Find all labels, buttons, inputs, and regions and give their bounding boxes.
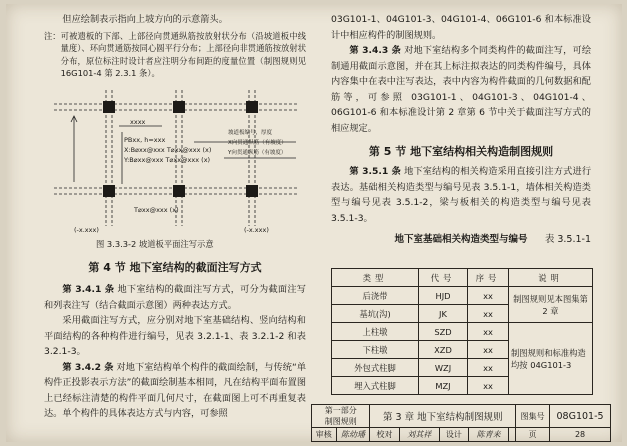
art-342-num: 第 3.4.2 条	[62, 361, 114, 373]
annotation-2: X向贯通纵筋（有坡度）	[228, 140, 287, 146]
review-name: 陈幼璠	[336, 428, 370, 442]
bar-label: T⌀xx@xxx (x)	[134, 206, 179, 214]
elev-right: (-x.xxx)	[244, 226, 269, 234]
note-label: 注：	[44, 30, 61, 41]
th-seq: 序号	[468, 269, 509, 287]
th-code: 代号	[419, 269, 468, 287]
art-343-num: 第 3.4.3 条	[349, 45, 401, 56]
table-row: 上柱墩 SZD xx 制图规则和标准构造均按 04G101-3	[332, 323, 593, 341]
th-type: 类型	[332, 269, 419, 287]
review-label: 审核	[312, 428, 337, 442]
y-rebar: Y:B⌀xx@xxx T⌀xx@xxx (x)	[124, 156, 211, 164]
part-cell: 第一部分 制图规则	[312, 405, 370, 428]
chapter-title: 第 3 章 地下室结构制图规则	[370, 405, 516, 428]
art-351-num: 第 3.5.1 条	[349, 166, 401, 177]
atlas-number: 08G101-5	[550, 405, 611, 428]
table-title: 地下室基础相关构造类型与编号 表 3.5.1-1	[331, 232, 591, 248]
page-number: 28	[550, 428, 611, 442]
annotation-3: Y向贯通纵筋（有坡度）	[228, 150, 287, 156]
elev-left: (-x.xxx)	[74, 226, 99, 234]
art-341-num: 第 3.4.1 条	[62, 284, 115, 295]
th-desc: 说明	[509, 269, 593, 287]
table-note-2: 制图规则和标准构造均按 04G101-3	[509, 323, 593, 395]
table-row: 下柱墩 XZD xx	[332, 341, 593, 359]
title-block	[311, 404, 611, 442]
page	[6, 4, 622, 442]
table-row: 埋入式柱脚 MZJ xx	[332, 377, 593, 395]
table-row: 外包式柱脚 WZJ xx	[332, 359, 593, 377]
art-341-text: 地下室结构的截面注写方式，可分为截面注写和列表注写（结合截面示意图）两种表达方式。	[44, 284, 306, 311]
ramp-slab-figure	[44, 86, 306, 256]
table-number: 表 3.5.1-1	[544, 234, 591, 245]
check-label: 校对	[370, 428, 399, 442]
section-4-title: 第 4 节 地下室结构的截面注写方式	[88, 261, 262, 274]
left-column-lower	[44, 258, 306, 422]
page-label: 页	[516, 428, 550, 442]
section-5-title: 第 5 节 地下室结构相关构造制图规则	[368, 145, 554, 158]
intro-line: 但应绘制表示指向上坡方向的示意箭头。	[62, 14, 228, 25]
table-note-1: 制图规则见本图集第 2 章	[509, 287, 593, 323]
check-name: 刘其祥	[399, 428, 439, 442]
art-343-text: 对地下室结构多个同类构件的截面注写，可绘制通用截面示意图，并在其上标注拟表达的同类构件编号，具体内容集中在表中注写表达，表中内容为构件截面的几何数据和配筋等，可参照 03G101-1、04G101-3、04G101-4、06G101-6 和本标准设计第 2 章第 6 节中关于截面注写方式的相应规定。	[331, 45, 592, 134]
construction-table	[331, 268, 593, 395]
annotation-1: 坡道板编号，厚度	[228, 130, 273, 136]
design-name: 陈青来	[468, 428, 508, 442]
atlas-label: 图集号	[516, 405, 550, 428]
left-column	[44, 4, 306, 80]
continuation: 03G101-1、04G101-3、04G101-4、06G101-6 和本标准设计中相应构件的制图规则。	[331, 14, 591, 41]
design-label: 设计	[439, 428, 468, 442]
figure-caption: 图 3.3.3-2 坡道板平面注写示意	[96, 239, 214, 249]
slab-label: PBxx, h=xxx	[124, 136, 166, 144]
table-row: 后浇带 HJD xx 制图规则见本图集第 2 章	[332, 287, 593, 305]
dim-xxxx: xxxx	[130, 118, 146, 126]
right-column	[331, 4, 591, 248]
note-text: 可被遗板的下部、上部径向贯通纵筋按放射状分布（沿坡道板中线量度）、环向贯通筋按同心圆平行分布；上部径向非贯通筋按放射状分布，原位标注时设计者应注明分布间距的度量位置（制图规则见 16G101-4 第 2.3.1 条）。	[60, 30, 306, 78]
art-341b-text: 采用截面注写方式，应分别对地下室基础结构、竖向结构和平面结构的各种构件进行编号，见表 3.2.1-1、表 3.2.1-2 和表 3.2.1-3。	[44, 315, 306, 357]
table-header-row	[332, 269, 593, 287]
art-342-text: 对地下室结构单个构件的截面绘制，与传统“单构件正投影表示方法”的截面绘制基本相同，凡在结构平面布置图上已经标注清楚的构件平面几何尺寸，在截面图上可不再重复表达。单个构件的具体表达方式与内容，可参照	[44, 361, 307, 419]
x-rebar: X:B⌀xx@xxx T⌀xx@xxx (x)	[124, 146, 212, 154]
art-351-text: 地下室结构的相关构造采用直接引注方式进行表达。基础相关构造类型与编号见表 3.5.1-1，墙体相关构造类型与编号见表 3.5.1-2，梁与板相关的构造类型与编号见表 3.5.1-3。	[331, 166, 592, 224]
table-row: 基坑(沟) JK xx	[332, 305, 593, 323]
